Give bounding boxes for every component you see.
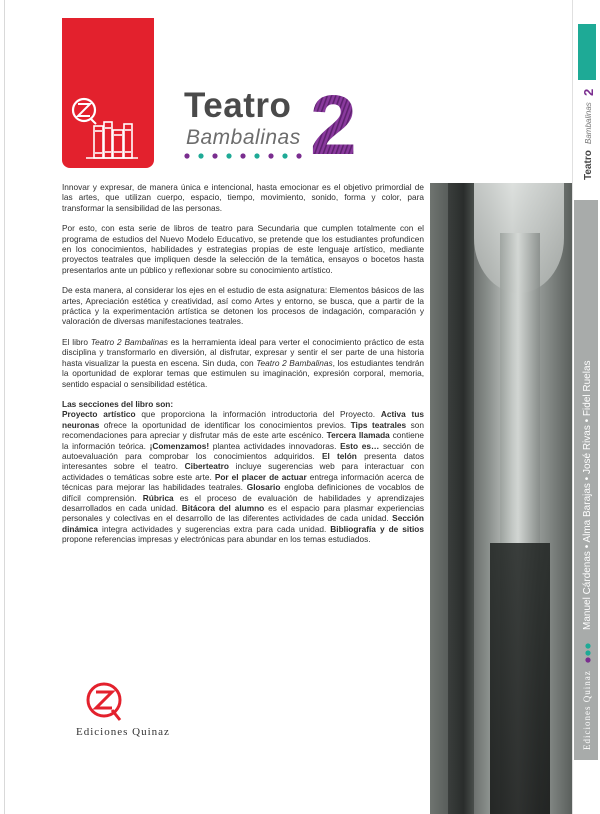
section-description: entrega información acerca de técnicas para mejorar las habilidades teatrales.: [62, 471, 424, 493]
paragraph-book: El libro Teatro 2 Bambalinas es la herramienta ideal para verter el conocimiento práctico de esta disciplina y transformarlo en diversión, al disfrutar, expresar y sentir el ser parte de una historia hasta visualizar la puesta en escena. Sin duda, con Teatro 2 Bambalinas, los estudiantes tendrán la oportunidad de explorar temas que estimulen su imaginación, expresión corporal, memoria, sentido espacial o sensibilidad estética.: [62, 336, 424, 389]
section-description: propone referencias impresas y electrónicas para abundar en los temas estudiados.: [62, 534, 371, 545]
section-description: son recomendaciones para apreciar y disfrutar más de este arte escénico.: [62, 419, 424, 441]
section-description: es el proceso de evaluación de habilidades y aprendizajes desarrollados en cada unidad.: [62, 492, 424, 513]
paragraph-axes: De esta manera, al considerar los ejes en el estudio de esta asignatura: Elementos básicos de las artes, Apreciación estética y creatividad, así como Artes y entorno, se busca, que a partir de la práctica y la experimentación artística se detonen los procesos de indagación, comparación y valoración de diversas manifestaciones teatrales.: [62, 285, 424, 327]
section-name: Sección dinámica: [62, 513, 424, 534]
book-subtitle: Bambalinas: [186, 126, 301, 149]
section-name: Glosario: [246, 482, 281, 493]
author-dots: [585, 643, 590, 662]
paragraph-program: Por esto, con esta serie de libros de teatro para Secundaria que cumplen totalmente con el programa de estudios del Nuevo Modelo Educativo, se pretende que los estudiantes profundicen en los conocimientos, habilidades y estrategias propias de este lenguaje artístico, mediante proyectos teatrales que impliquen desde la selección de la temática, ensayos o bocetos hasta presentarlos ante un público y reflexionar sobre su conocimiento artístico.: [62, 223, 424, 275]
sections-list: [62, 409, 424, 544]
section-name: Por el placer de actuar: [214, 471, 307, 482]
section-description: sección de autoevaluación para comprobar los conocimientos adquiridos.: [62, 440, 424, 461]
page-edge-left: [4, 0, 5, 814]
section-description: presenta datos interesantes sobre el teatro.: [62, 450, 424, 472]
title-dot: [296, 153, 301, 158]
section-description: es el espacio para plasmar experiencias personales y colectivas en el desarrollo de las diferentes actividades de cada unidad.: [62, 502, 424, 524]
spine-subtitle-text: Bambalinas: [584, 102, 593, 144]
title-dot: [282, 153, 287, 158]
section-description: que proporciona la información introductoria del Proyecto.: [135, 409, 381, 420]
quinaz-books-logo-icon: [62, 18, 154, 168]
book-number-graphic: [308, 88, 372, 160]
spine-number-text: 2: [581, 88, 596, 96]
brand-logo-tab: [62, 18, 154, 168]
section-name: Tips teatrales: [350, 419, 407, 430]
section-description: incluye sugerencias web para interactuar con actividades o temáticas sobre este arte.: [62, 461, 424, 482]
title-dot: [184, 153, 189, 158]
section-name: Bitácora del alumno: [181, 502, 265, 513]
cover-photo: [430, 183, 572, 814]
section-description: engloba definiciones de vocablos de difícil comprensión.: [62, 482, 424, 503]
authors-strip: [574, 200, 598, 760]
section-name: Activa tus neuronas: [62, 409, 424, 430]
section-name: Tercera llamada: [326, 430, 390, 441]
spine-accent-bar: [578, 24, 596, 80]
spine-title-text: Teatro: [583, 150, 594, 180]
section-name: Esto es…: [340, 440, 380, 451]
book-title: Teatro: [184, 86, 292, 125]
section-description: ofrece la oportunidad de identificar los conocimientos previos.: [99, 419, 351, 430]
spine-title: [576, 84, 598, 184]
title-dot: [240, 153, 245, 158]
sections-heading: Las secciones del libro son:: [62, 398, 174, 409]
back-cover-text: [62, 182, 424, 545]
section-description: integra actividades y sugerencias extra para cada unidad.: [97, 523, 331, 534]
section-description: plantea actividades innovadoras.: [209, 440, 341, 451]
publisher-vertical-text: Ediciones Quinaz: [582, 670, 592, 750]
title-dot: [268, 153, 273, 158]
section-name: Proyecto artístico: [62, 409, 136, 420]
page-edge-right: [572, 0, 573, 814]
title-dot: [212, 153, 217, 158]
authors-text: Manuel Cárdenas • Alma Barajas • José Rivas • Fidel Ruelas: [582, 360, 593, 630]
title-dot: [198, 153, 203, 158]
publisher-logo-icon: [84, 680, 124, 724]
section-name: El telón: [321, 450, 357, 461]
title-dot-row: [183, 152, 313, 160]
book-title-inline: Teatro 2 Bambalinas: [90, 336, 168, 347]
book-title-inline: Teatro 2 Bambalinas: [256, 357, 333, 368]
section-name: Bibliografía y de sitios: [330, 523, 424, 534]
book-number: 2: [310, 88, 357, 160]
section-name: Ciberteatro: [184, 461, 229, 472]
section-name: Rúbrica: [142, 492, 174, 503]
publisher-name: Ediciones Quinaz: [76, 726, 170, 738]
title-dot: [226, 153, 231, 158]
section-description: contiene la información teórica.: [62, 430, 424, 451]
section-name: ¡Comenzamos!: [149, 440, 210, 451]
title-dot: [254, 153, 259, 158]
paragraph-intro: Innovar y expresar, de manera única e intencional, hasta emocionar es el objetivo primordial de las artes, que utilizan cuerpo, espacio, tiempo, movimiento, sonido, forma y color, para transformar la sensibilidad de las personas.: [62, 182, 424, 213]
